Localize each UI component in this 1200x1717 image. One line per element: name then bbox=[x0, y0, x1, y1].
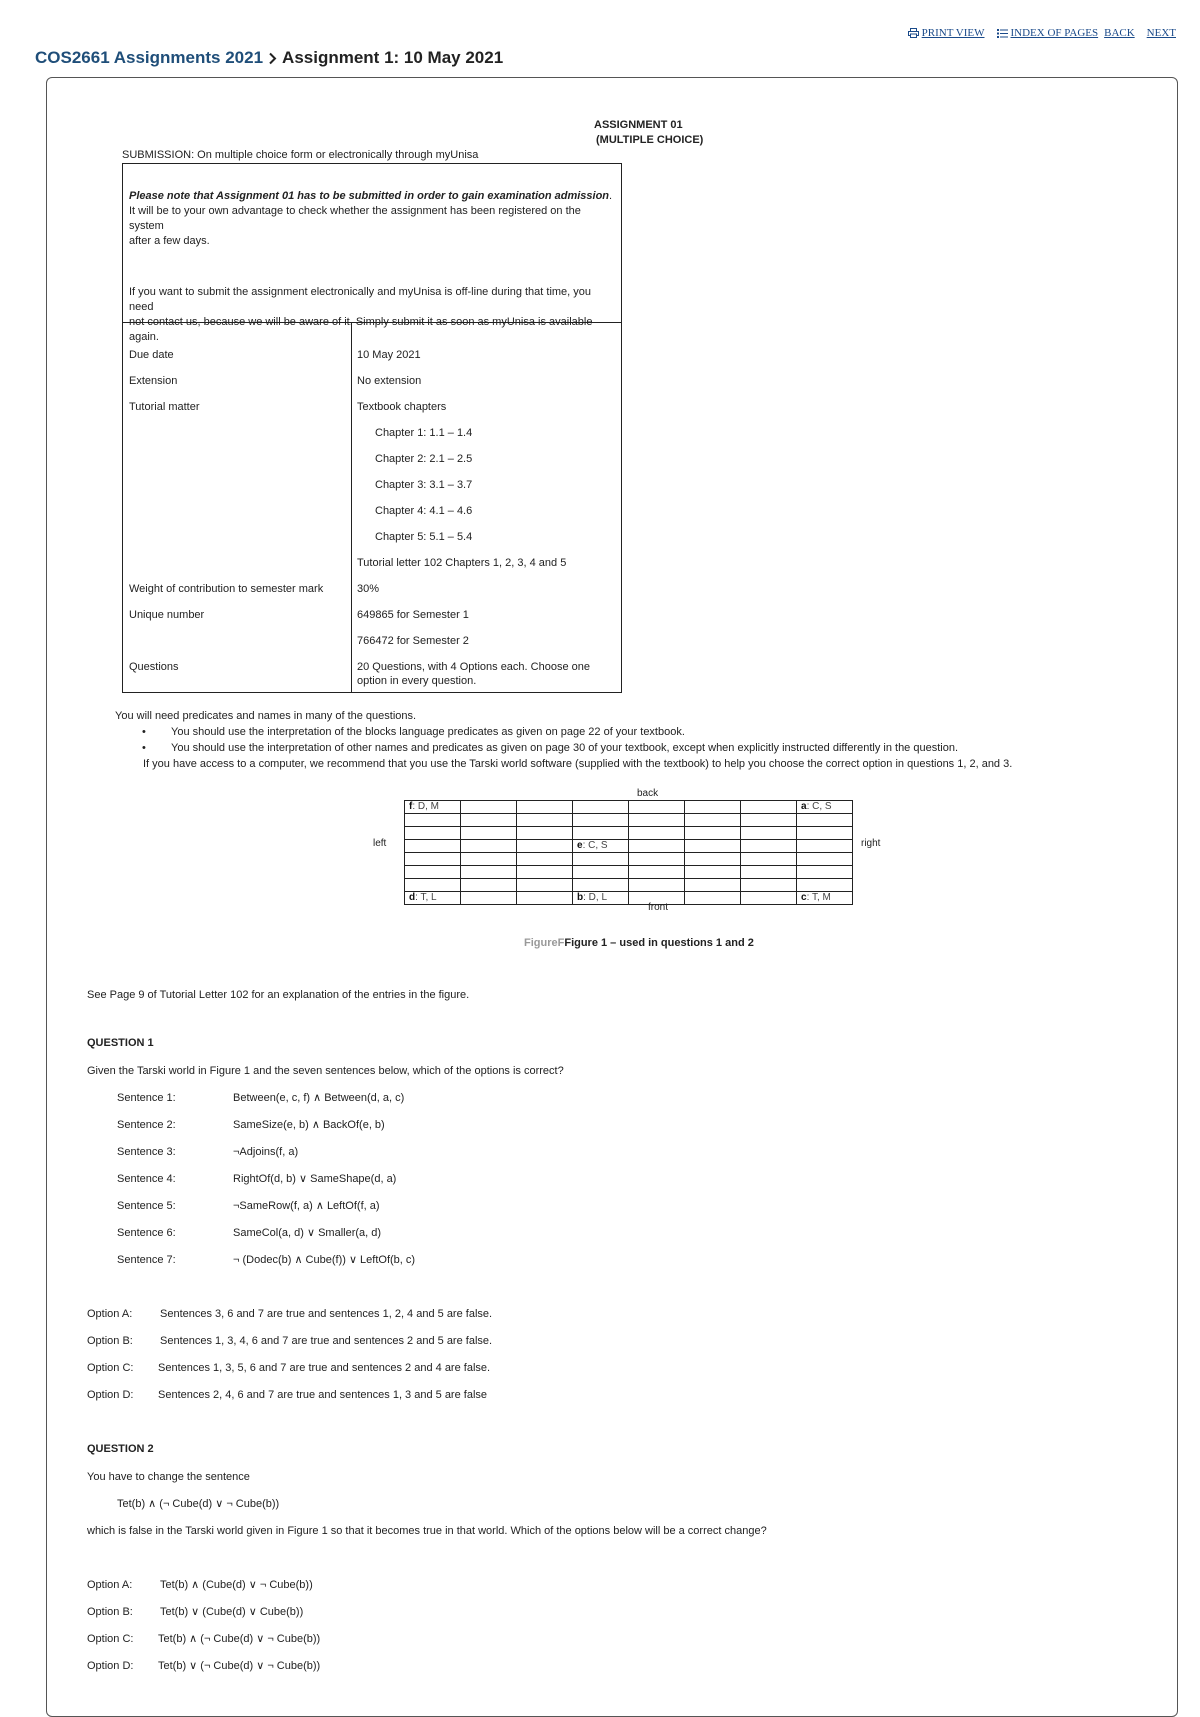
sentence-label: Sentence 1: bbox=[117, 1092, 176, 1104]
chevron-right-icon bbox=[268, 52, 277, 65]
grid-cell bbox=[797, 801, 853, 814]
see-page-note: See Page 9 of Tutorial Letter 102 for an explanation of the entries in the figure. bbox=[87, 989, 470, 1001]
extension-value: No extension bbox=[357, 375, 422, 387]
intro-bullet-2: You should use the interpretation of other names and predicates as given on page 30 of your textbook, except when explicitly instructed differently in the question. bbox=[171, 742, 958, 754]
option-text: Sentences 3, 6 and 7 are true and sentences 1, 2, 4 and 5 are false. bbox=[160, 1308, 493, 1320]
question-1-prompt: Given the Tarski world in Figure 1 and the seven sentences below, which of the options is correct? bbox=[87, 1065, 564, 1077]
breadcrumb-parent-link[interactable]: COS2661 Assignments 2021 bbox=[35, 48, 264, 67]
unique-number-label: Unique number bbox=[129, 609, 205, 621]
chapter-item: Chapter 5: 5.1 – 5.4 bbox=[375, 531, 473, 543]
option-text: Tet(b) ∨ (Cube(d) ∨ Cube(b)) bbox=[160, 1606, 304, 1618]
sentence-formula: SameSize(e, b) ∧ BackOf(e, b) bbox=[233, 1119, 385, 1131]
sentence-formula: ¬ (Dodec(b) ∧ Cube(f)) ∨ LeftOf(b, c) bbox=[233, 1254, 416, 1266]
question-2-prompt-2: which is false in the Tarski world given in Figure 1 so that it becomes true in that world. Which of the options below will be a correct change? bbox=[87, 1525, 767, 1537]
unique-sem1-value: 649865 for Semester 1 bbox=[357, 609, 469, 621]
notice-line-2: It will be to your own advantage to check whether the assignment has been registered on the system bbox=[129, 205, 581, 232]
figure-front-label: front bbox=[648, 902, 669, 913]
sentence-formula: ¬SameRow(f, a) ∧ LeftOf(f, a) bbox=[233, 1200, 380, 1212]
question-1-heading: QUESTION 1 bbox=[87, 1037, 154, 1049]
figure-right-label: right bbox=[861, 838, 881, 849]
sentence-label: Sentence 4: bbox=[117, 1173, 176, 1185]
block-a-attr: : C, S bbox=[806, 801, 832, 812]
intro-line: You will need predicates and names in many of the questions. bbox=[115, 710, 417, 722]
notice-line-1 bbox=[129, 189, 615, 204]
sentence-label: Sentence 7: bbox=[117, 1254, 176, 1266]
index-of-pages-text[interactable]: INDEX OF PAGES bbox=[1010, 27, 1099, 39]
sentence-label: Sentence 6: bbox=[117, 1227, 176, 1239]
chapter-item: Chapter 3: 3.1 – 3.7 bbox=[375, 479, 473, 491]
block-e-name: e bbox=[577, 840, 583, 851]
option-label: Option C: bbox=[87, 1633, 134, 1645]
grid-row bbox=[405, 840, 853, 853]
question-2-prompt: You have to change the sentence bbox=[87, 1471, 250, 1483]
question-2-heading: QUESTION 2 bbox=[87, 1443, 154, 1455]
block-d-attr: : T, L bbox=[415, 892, 437, 903]
intro-tarski-note: If you have access to a computer, we recommend that you use the Tarski world software (supplied with the textbook) to help you choose the correct option in questions 1, 2, and 3. bbox=[143, 758, 1013, 770]
index-of-pages-link[interactable] bbox=[997, 27, 1099, 39]
sentence-label: Sentence 5: bbox=[117, 1200, 176, 1212]
questions-label: Questions bbox=[129, 661, 179, 673]
option-label: Option A: bbox=[87, 1579, 133, 1591]
details-table bbox=[122, 322, 622, 693]
notice-admission: Please note that Assignment 01 has to be submitted in order to gain examination admission bbox=[129, 190, 610, 202]
option-label: Option B: bbox=[87, 1335, 133, 1347]
submission-text: SUBMISSION: On multiple choice form or electronically through myUnisa bbox=[122, 149, 479, 161]
notice-line-5: not contact us, because we will be aware of it. Simply submit it as soon as myUnisa is available bbox=[129, 316, 593, 328]
block-c-name: c bbox=[801, 892, 807, 903]
option-label: Option B: bbox=[87, 1606, 133, 1618]
grid-row bbox=[405, 814, 853, 827]
block-b-name: b bbox=[577, 892, 584, 903]
block-f-attr: : D, M bbox=[412, 801, 440, 812]
extension-label: Extension bbox=[129, 375, 178, 387]
chapter-item: Chapter 1: 1.1 – 1.4 bbox=[375, 427, 473, 439]
figure-caption-ghost: FigureF bbox=[524, 937, 565, 949]
weight-value: 30% bbox=[357, 583, 380, 595]
due-date-label: Due date bbox=[129, 349, 174, 361]
figure-back-label: back bbox=[637, 788, 659, 799]
tutorial-letter-value: Tutorial letter 102 Chapters 1, 2, 3, 4 and 5 bbox=[357, 557, 567, 569]
figure-caption bbox=[524, 937, 754, 949]
chapter-item: Chapter 2: 2.1 – 2.5 bbox=[375, 453, 473, 465]
option-text: Tet(b) ∧ (¬ Cube(d) ∨ ¬ Cube(b)) bbox=[158, 1633, 321, 1645]
notice-line-4: If you want to submit the assignment electronically and myUnisa is off-line during that time, you need bbox=[129, 286, 592, 313]
sentence-formula: RightOf(d, b) ∨ SameShape(d, a) bbox=[233, 1173, 397, 1185]
grid-cell bbox=[405, 801, 461, 814]
block-a-name: a bbox=[801, 801, 807, 812]
option-text: Sentences 1, 3, 5, 6 and 7 are true and sentences 2 and 4 are false. bbox=[158, 1362, 491, 1374]
assignment-title: ASSIGNMENT 01 bbox=[594, 119, 683, 131]
printer-icon bbox=[908, 28, 919, 38]
grid-row bbox=[405, 801, 853, 814]
bullet-dot: • bbox=[142, 742, 146, 754]
page-title: Assignment 1: 10 May 2021 bbox=[282, 48, 504, 67]
option-text: Tet(b) ∧ (Cube(d) ∨ ¬ Cube(b)) bbox=[160, 1579, 313, 1591]
tutorial-matter-label: Tutorial matter bbox=[129, 401, 200, 413]
sentence-formula: Between(e, c, f) ∧ Between(d, a, c) bbox=[233, 1092, 405, 1104]
print-view-link[interactable] bbox=[908, 27, 985, 39]
intro-bullet-1: You should use the interpretation of the blocks language predicates as given on page 22 of your textbook. bbox=[171, 726, 685, 738]
list-icon bbox=[997, 29, 1008, 38]
sentence-label: Sentence 3: bbox=[117, 1146, 176, 1158]
question-2-sentence: Tet(b) ∧ (¬ Cube(d) ∨ ¬ Cube(b)) bbox=[117, 1498, 280, 1510]
tutorial-matter-value: Textbook chapters bbox=[357, 401, 447, 413]
back-link[interactable]: BACK bbox=[1104, 27, 1135, 39]
weight-label: Weight of contribution to semester mark bbox=[129, 583, 324, 595]
option-label: Option C: bbox=[87, 1362, 134, 1374]
grid-cell bbox=[797, 892, 853, 905]
option-text: Sentences 1, 3, 4, 6 and 7 are true and sentences 2 and 5 are false. bbox=[160, 1335, 493, 1347]
block-b-attr: : D, L bbox=[583, 892, 608, 903]
notice-box bbox=[122, 163, 622, 343]
grid-row bbox=[405, 827, 853, 840]
unique-sem2-value: 766472 for Semester 2 bbox=[357, 635, 469, 647]
chapter-item: Chapter 4: 4.1 – 4.6 bbox=[375, 505, 473, 517]
block-f-name: f bbox=[409, 801, 413, 812]
block-d-name: d bbox=[409, 892, 416, 903]
breadcrumb bbox=[35, 48, 503, 68]
grid-row bbox=[405, 892, 853, 905]
assignment-subtitle: (MULTIPLE CHOICE) bbox=[596, 134, 704, 146]
grid-cell bbox=[573, 840, 629, 853]
grid-row bbox=[405, 879, 853, 892]
sentence-label: Sentence 2: bbox=[117, 1119, 176, 1131]
notice-line-6: again. bbox=[129, 331, 159, 343]
grid-row bbox=[405, 866, 853, 879]
option-text: Tet(b) ∨ (¬ Cube(d) ∨ ¬ Cube(b)) bbox=[158, 1660, 321, 1672]
figure-left-label: left bbox=[373, 838, 387, 849]
top-nav bbox=[902, 27, 1176, 39]
option-label: Option D: bbox=[87, 1389, 134, 1401]
sentence-formula: SameCol(a, d) ∨ Smaller(a, d) bbox=[233, 1227, 382, 1239]
option-label: Option D: bbox=[87, 1660, 134, 1672]
next-link[interactable]: NEXT bbox=[1146, 27, 1176, 39]
grid-cell bbox=[405, 892, 461, 905]
grid-row bbox=[405, 853, 853, 866]
figure-caption-text: Figure 1 – used in questions 1 and 2 bbox=[564, 937, 754, 949]
notice-line-3: after a few days. bbox=[129, 235, 210, 247]
grid-cell bbox=[573, 892, 629, 905]
print-view-text[interactable]: PRINT VIEW bbox=[921, 27, 985, 39]
tarski-world-grid bbox=[404, 800, 853, 905]
questions-value: 20 Questions, with 4 Options each. Choose one option in every question. bbox=[357, 661, 590, 687]
sentence-formula: ¬Adjoins(f, a) bbox=[233, 1146, 299, 1158]
bullet-dot: • bbox=[142, 726, 146, 738]
block-c-attr: : T, M bbox=[806, 892, 831, 903]
option-text: Sentences 2, 4, 6 and 7 are true and sentences 1, 3 and 5 are false bbox=[158, 1389, 488, 1401]
notice-period: . bbox=[609, 190, 613, 202]
option-label: Option A: bbox=[87, 1308, 133, 1320]
block-e-attr: : C, S bbox=[582, 840, 608, 851]
due-date-value: 10 May 2021 bbox=[357, 349, 421, 361]
